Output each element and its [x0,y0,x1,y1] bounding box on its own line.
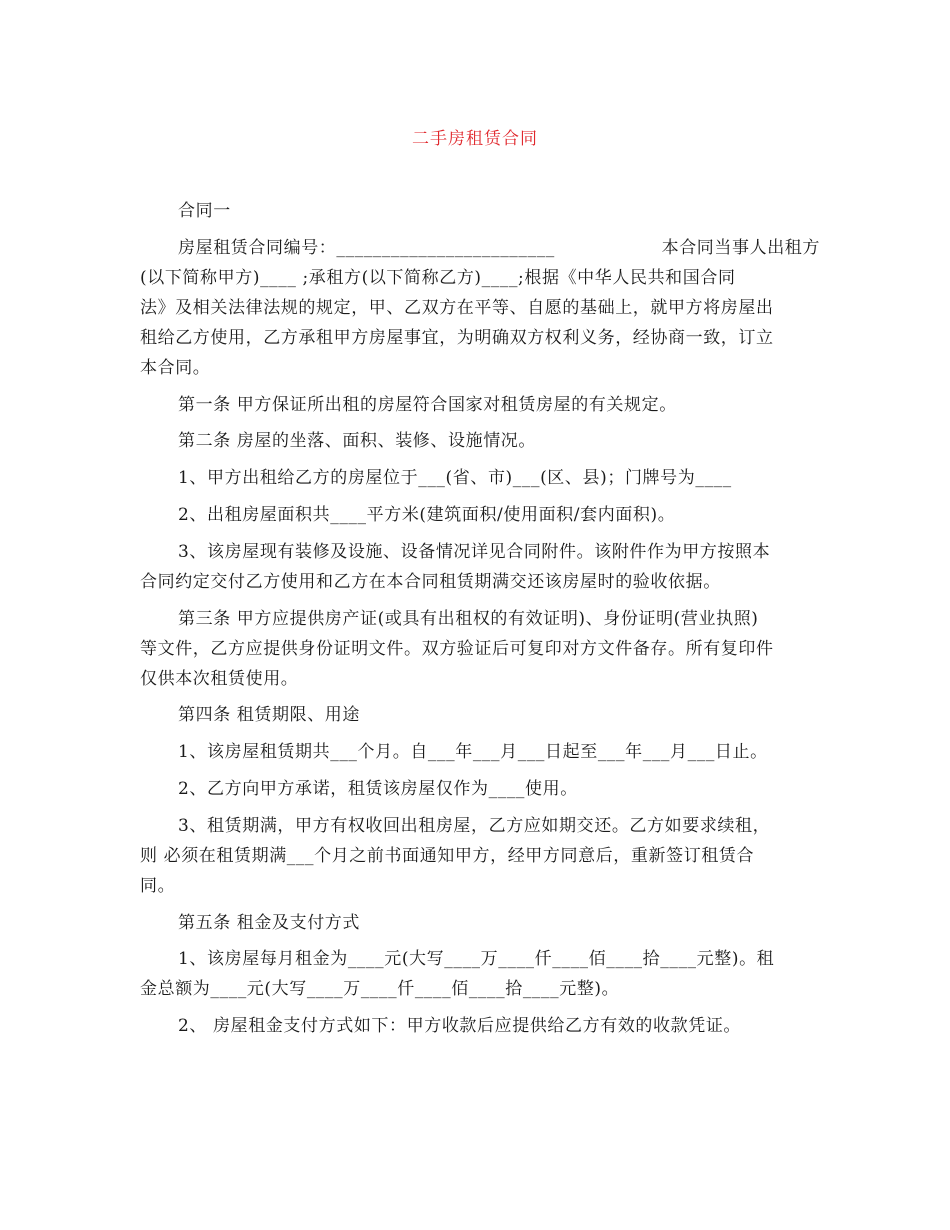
clause-first-line: 1、该房屋每月租金为____元(大写____万____仟____佰____拾____元整)。租 [178,949,775,970]
clause-first-line: 3、该房屋现有装修及设施、设备情况详见合同附件。该附件作为甲方按照本 [178,541,771,562]
contract-body [140,196,820,1048]
intro-line: (以下简称甲方)____ ;承租方(以下简称乙方)____;根据《中华人民共和国合同 [140,267,736,288]
contract-heading-block [140,196,820,226]
contract-clauses [140,390,820,1042]
clause-first-line: 2、出租房屋面积共____平方米(建筑面积/使用面积/套内面积)。 [178,504,676,525]
intro-line: 本合同。 [140,357,211,378]
clause-continuation-line: 仅供本次租赁使用。 [140,668,299,689]
clause-first-line: 第四条 租赁期限、用途 [178,705,361,726]
clause-paragraph [140,811,820,901]
clause-continuation-line: 金总额为____元(大写____万____仟____佰____拾____元整)。 [140,979,620,1000]
clause-first-line: 第一条 甲方保证所出租的房屋符合国家对租赁房屋的有关规定。 [178,394,677,415]
intro-line: 法》及相关法律法规的规定，甲、乙双方在平等、自愿的基础上，就甲方将房屋出 [140,297,774,318]
clause-paragraph [140,604,820,694]
intro-line: 租给乙方使用，乙方承租甲方房屋事宜，为明确双方权利义务，经协商一致，订立 [140,327,774,348]
clause-first-line: 1、该房屋租赁期共___个月。自___年___月___日起至___年___月___日止。 [178,742,768,763]
clause-continuation-line: 则 必须在租赁期满___个月之前书面通知甲方，经甲方同意后，重新签订租赁合 [140,845,755,866]
clause-paragraph [140,1011,820,1041]
intro-paragraph [140,233,820,383]
intro-first-line [140,233,820,263]
clause-paragraph [140,737,820,767]
clause-paragraph [140,537,820,597]
clause-first-line: 1、甲方出租给乙方的房屋位于___(省、市)___(区、县)；门牌号为____ [178,468,732,489]
document-title: 二手房租赁合同 [412,129,538,149]
party-intro-text: 本合同当事人出租方 [661,237,820,258]
contract-number-label: 房屋租赁合同编号： [178,237,337,258]
clause-paragraph [140,463,820,493]
clause-paragraph [140,774,820,804]
clause-first-line: 2、 房屋租金支付方式如下：甲方收款后应提供给乙方有效的收款凭证。 [178,1016,742,1037]
clause-paragraph [140,426,820,456]
clause-first-line: 第三条 甲方应提供房产证(或具有出租权的有效证明)、身份证明(营业执照) [178,608,759,629]
clause-paragraph [140,390,820,420]
clause-first-line: 第五条 租金及支付方式 [178,912,361,933]
clause-paragraph [140,500,820,530]
clause-paragraph [140,908,820,938]
contract-heading: 合同一 [178,201,231,221]
clause-first-line: 2、乙方向甲方承诺，租赁该房屋仅作为____使用。 [178,778,578,799]
clause-first-line: 第二条 房屋的坐落、面积、装修、设施情况。 [178,431,537,452]
clause-paragraph [140,944,820,1004]
contract-number-blank: ________________________ [336,237,555,258]
clause-continuation-line: 合同约定交付乙方使用和乙方在本合同租赁期满交还该房屋时的验收依据。 [140,571,721,592]
clause-first-line: 3、租赁期满，甲方有权收回出租房屋，乙方应如期交还。乙方如要求续租， [178,815,771,836]
clause-continuation-line: 同。 [140,875,176,896]
clause-continuation-line: 等文件，乙方应提供身份证明文件。双方验证后可复印对方文件备存。所有复印件 [140,638,774,659]
clause-paragraph [140,700,820,730]
